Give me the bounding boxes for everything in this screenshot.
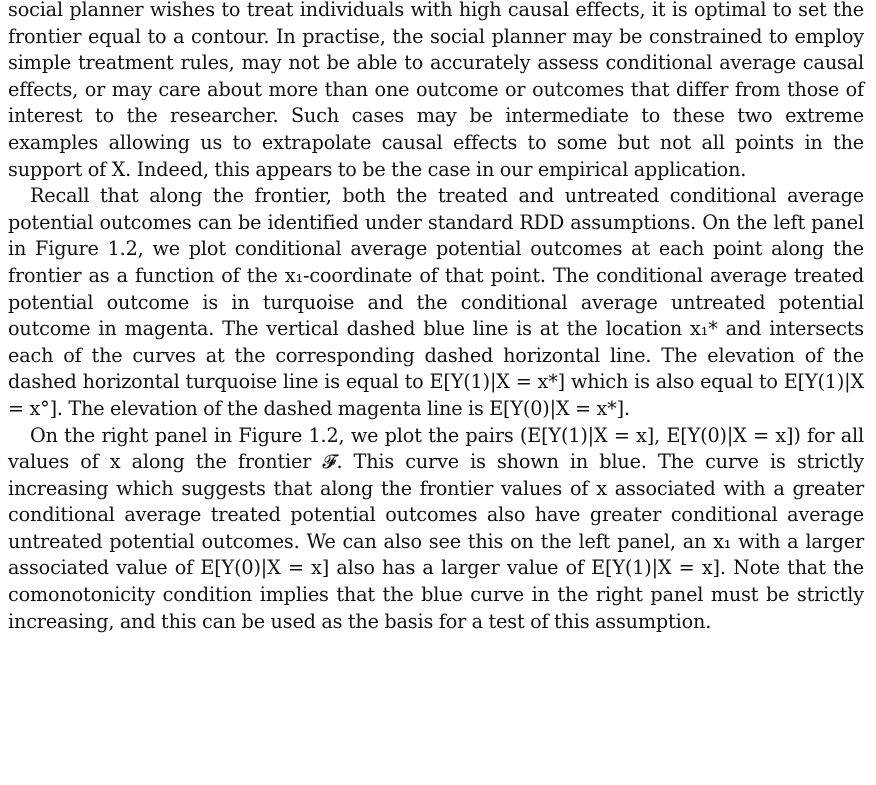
paragraph-left-panel-description: Recall that along the frontier, both the treated and untreated conditional average potential outcomes can be identified under standard RDD assumptions. On the left panel in Figure 1.2, we plot conditional average potential outcomes at each point along the frontier as a function of the x₁-coordinate of that point. The conditional average treated potential outcome is in turquoise and the conditional average untreated potential outcome in magenta. The vertical dashed blue line is at the location x₁* and intersects each of the curves at the corresponding dashed horizontal line. The elevation of the dashed horizontal turquoise line is equal to E[Y(1)|X = x*] which is also equal to E[Y(1)|X = x°]. The elevation of the dashed magenta line is E[Y(0)|X = x*].: [8, 184, 864, 420]
paragraph-right-panel-description: On the right panel in Figure 1.2, we plot the pairs (E[Y(1)|X = x], E[Y(0)|X = x]) for all values of x along the frontier 𝓕. This curve is shown in blue. The curve is strictly increasing which suggests that along the frontier values of x associated with a greater conditional average treated potential outcomes also have greater conditional average untreated potential outcomes. We can also see this on the left panel, an x₁ with a larger associated value of E[Y(0)|X = x] also has a larger value of E[Y(1)|X = x]. Note that the comonotonicity condition implies that the blue curve in the right panel must be strictly increasing, and this can be used as the basis for a test of this assumption.: [8, 423, 864, 633]
paragraph-frontier-discussion: social planner wishes to treat individuals with high causal effects, it is optimal to set the frontier equal to a contour. In practise, the social planner may be constrained to employ simple treatment rules, may not be able to accurately assess conditional average causal effects, or may care about more than one outcome or outcomes that differ from those of interest to the researcher. Such cases may be intermediate to these two extreme examples allowing us to extrapolate causal effects to some but not all points in the support of X. Indeed, this appears to be the case in our empirical application.: [8, 0, 864, 181]
